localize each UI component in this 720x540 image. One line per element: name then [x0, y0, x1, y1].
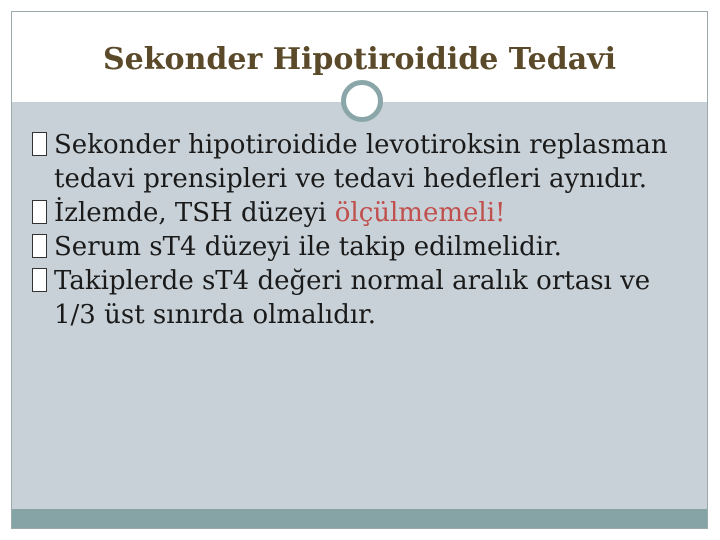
bullet-text: İzlemde, TSH düzeyi: [54, 198, 335, 228]
bullet-icon: [32, 132, 47, 156]
bullet-text: Sekonder hipotiroidide levotiroksin replasman tedavi prensipleri ve tedavi hedefleri aynıdır.: [54, 130, 668, 194]
bullet-item: [32, 264, 692, 332]
divider-ring-icon: [341, 80, 383, 122]
highlighted-text: ölçülmemeli!: [334, 198, 506, 228]
bullet-icon: [32, 268, 47, 292]
bullet-item: [32, 196, 692, 230]
bullet-icon: [32, 234, 47, 258]
bullet-list: [32, 128, 692, 332]
divider-ring-inner: [350, 89, 374, 113]
bullet-item: [32, 230, 692, 264]
slide-title: Sekonder Hipotiroidide Tedavi: [103, 42, 616, 77]
bullet-icon: [32, 200, 47, 224]
bullet-item: [32, 128, 692, 196]
slide: [11, 11, 708, 529]
footer-bar: [12, 509, 707, 528]
bullet-text: Takiplerde sT4 değeri normal aralık ortası ve 1/3 üst sınırda olmalıdır.: [54, 266, 651, 330]
bullet-text: Serum sT4 düzeyi ile takip edilmelidir.: [54, 232, 562, 262]
